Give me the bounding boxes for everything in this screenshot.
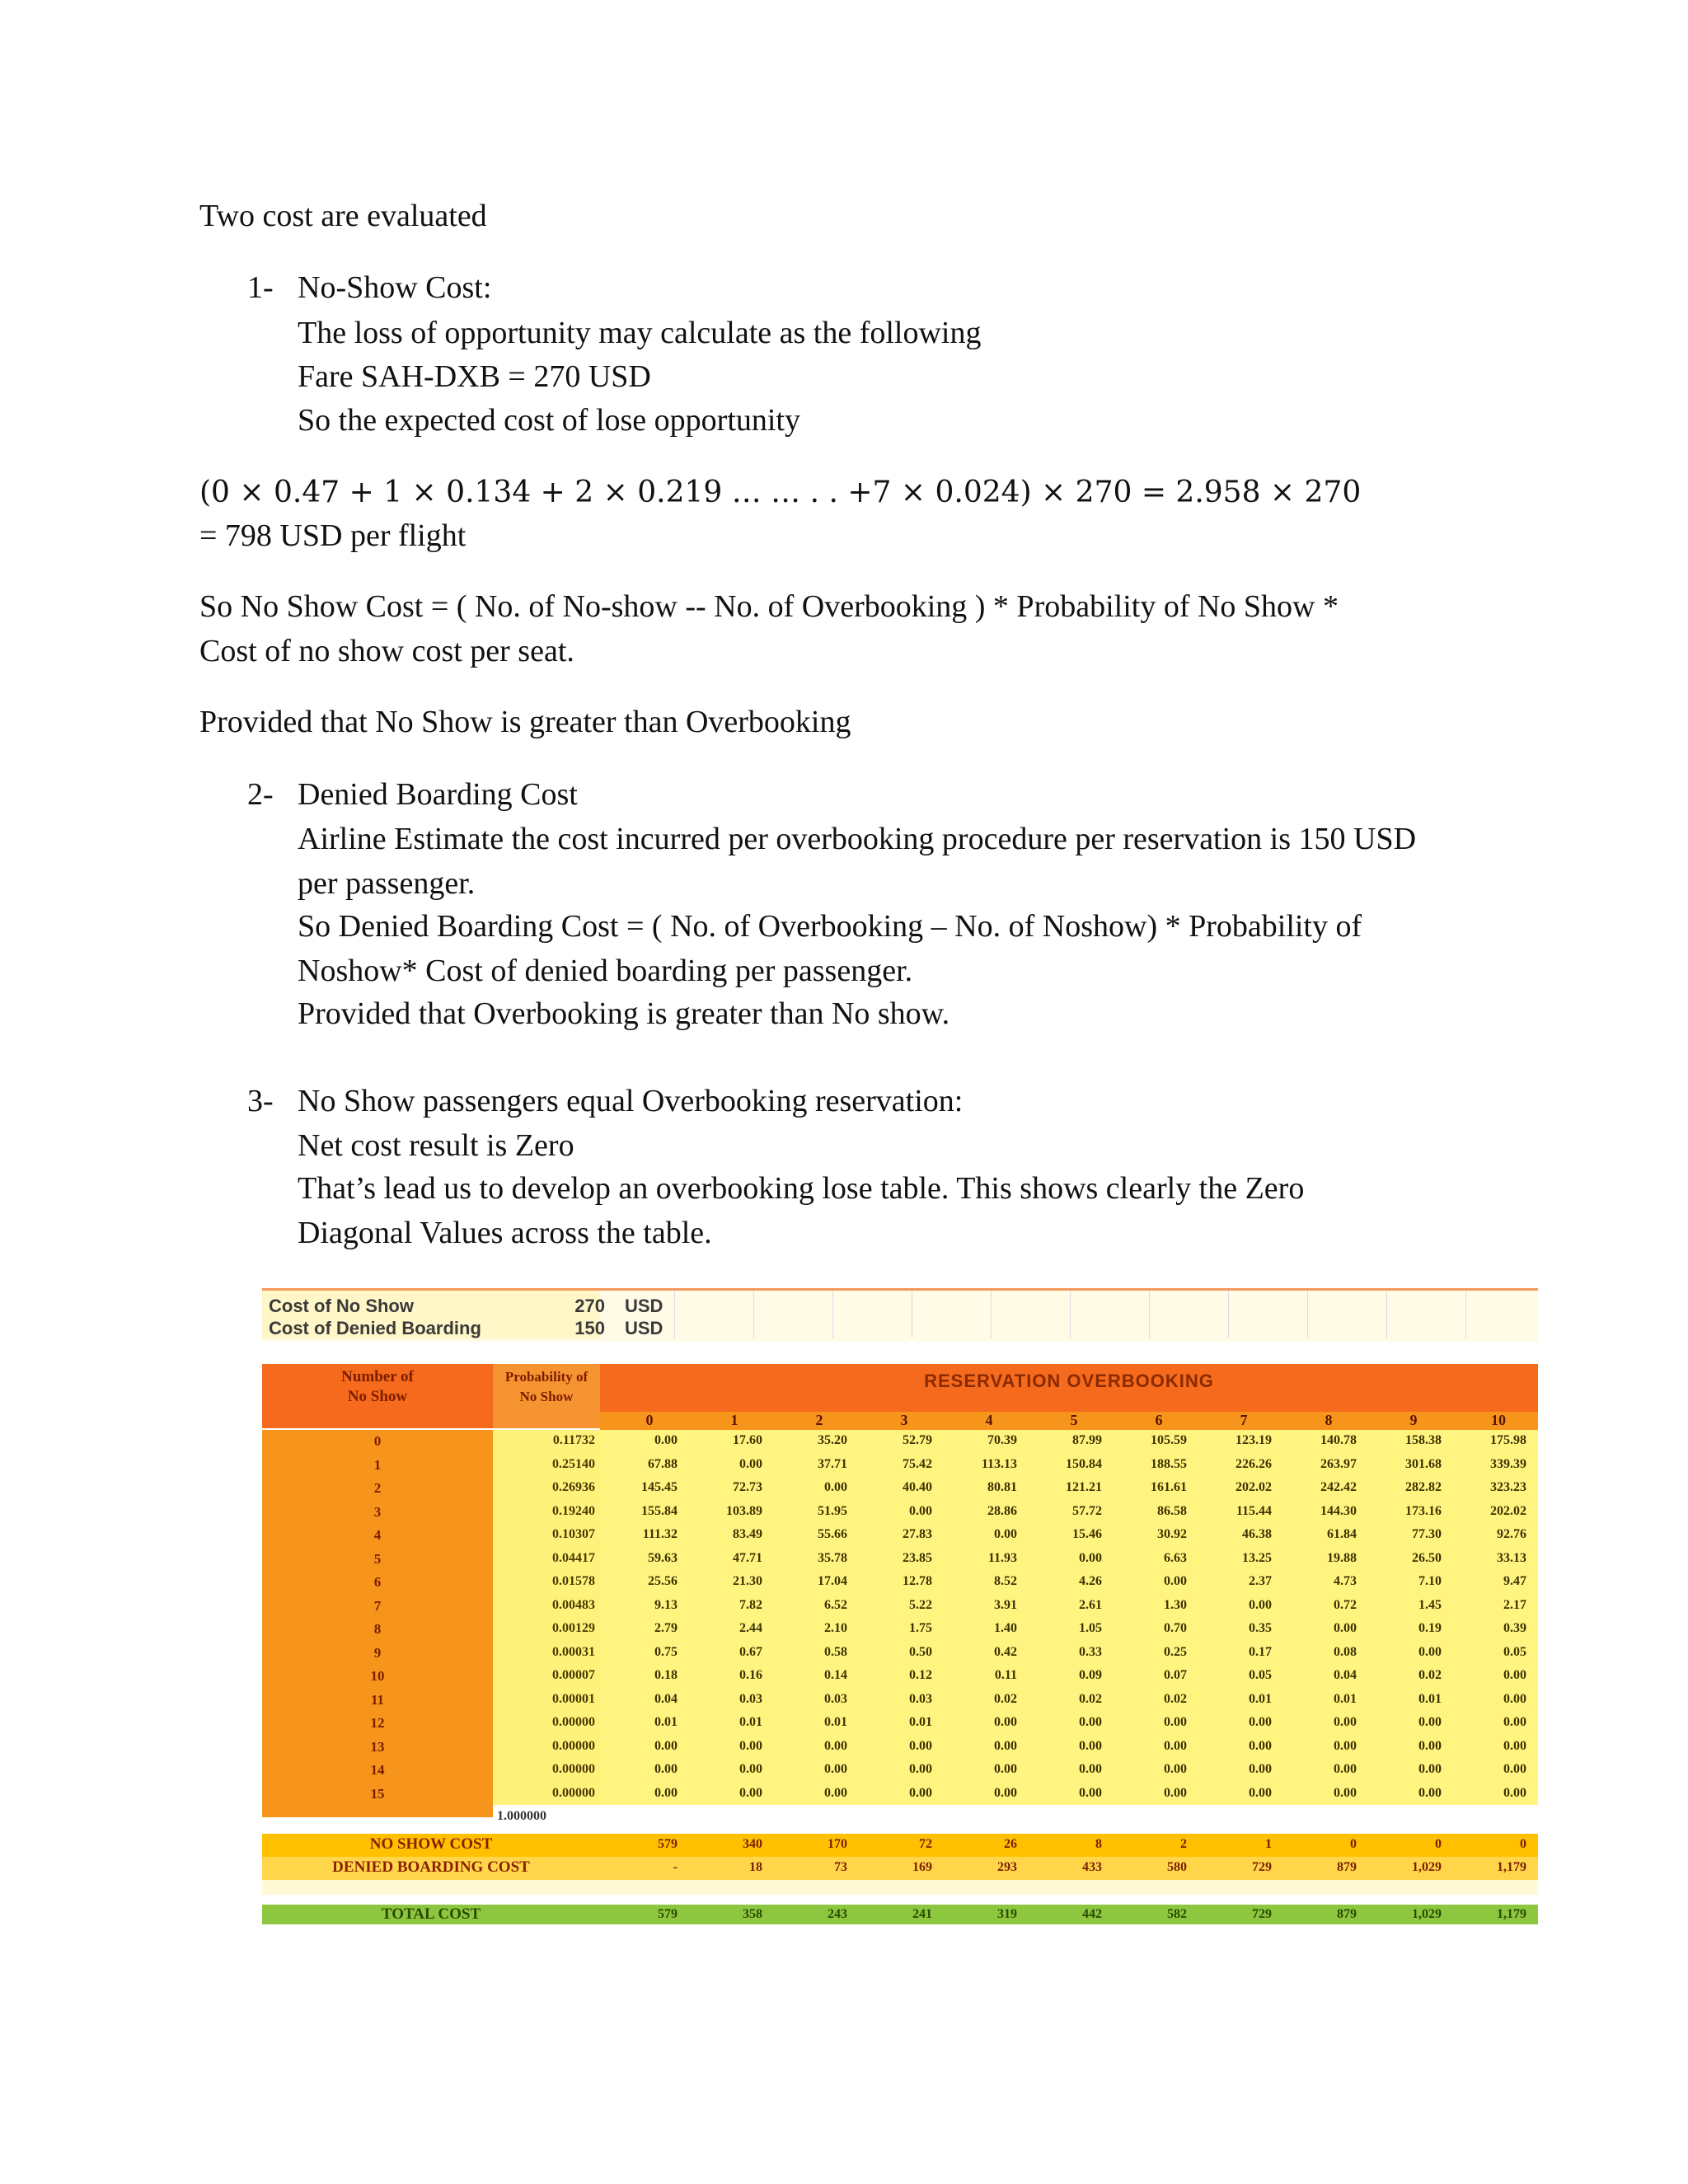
cost-cell: 161.61 [1151, 1480, 1187, 1494]
cost-cell: 0.75 [654, 1644, 678, 1659]
cost-cell: 0.05 [1249, 1668, 1272, 1682]
total-cost-value: 579 [658, 1907, 678, 1921]
no-show-row-header: 9 [373, 1644, 382, 1661]
cost-cell: 0.01 [654, 1715, 678, 1729]
cost-cell: 0.00 [1249, 1762, 1272, 1776]
cost-cell: 0.33 [1079, 1644, 1102, 1659]
probability-total: 1.000000 [497, 1809, 546, 1823]
cost-cell: 0.00 [824, 1738, 847, 1753]
cost-cell: 263.97 [1320, 1456, 1357, 1471]
total-cost-value: 442 [1082, 1907, 1102, 1921]
cost-cell: 67.88 [648, 1456, 678, 1471]
cost-cell: 0.03 [824, 1691, 847, 1706]
overbooking-col-header: 9 [1409, 1412, 1418, 1428]
no-show-cost-value: 0 [1435, 1837, 1442, 1851]
cost-cell: 40.40 [903, 1480, 932, 1494]
cost-cell: 4.26 [1079, 1574, 1102, 1588]
cost-cell: 0.00 [1503, 1738, 1526, 1753]
cost-cell: 144.30 [1320, 1503, 1357, 1518]
no-show-row-header: 1 [373, 1456, 382, 1473]
probability-cell: 0.00483 [552, 1597, 595, 1612]
cost-cell: 0.14 [824, 1668, 847, 1682]
cost-cell: 77.30 [1412, 1527, 1442, 1541]
cost-cell: 0.42 [994, 1644, 1017, 1659]
cost-cell: 30.92 [1157, 1527, 1187, 1541]
cost-cell: 28.86 [987, 1503, 1017, 1518]
cost-cell: 15.46 [1072, 1527, 1102, 1541]
cost-cell: 0.00 [1503, 1762, 1526, 1776]
cost-cell: 83.49 [733, 1527, 762, 1541]
cost-cell: 2.37 [1249, 1574, 1272, 1588]
cost-cell: 17.04 [818, 1574, 847, 1588]
denied-boarding-cost-value: - [673, 1860, 678, 1874]
cost-cell: 0.00 [739, 1456, 762, 1471]
cost-cell: 0.00 [1334, 1762, 1357, 1776]
cost-cell: 2.17 [1503, 1597, 1526, 1612]
denied-boarding-cost-value: 729 [1252, 1860, 1272, 1874]
cost-cell: 0.00 [994, 1715, 1017, 1729]
so-para-line1: So No Show Cost = ( No. of No-show -- No. of Overbooking ) * Probability of No Show * [199, 589, 1339, 624]
cost-cell: 6.52 [824, 1597, 847, 1612]
cost-cell: 0.00 [909, 1503, 932, 1518]
no-show-cost-value: 8 [1095, 1837, 1102, 1851]
cost-cell: 0.00 [994, 1738, 1017, 1753]
cost-cell: 1.05 [1079, 1621, 1102, 1635]
item3-title: No Show passengers equal Overbooking reservation: [298, 1084, 964, 1118]
probability-cell: 0.00000 [552, 1715, 595, 1729]
cost-cell: 0.00 [994, 1527, 1017, 1541]
cost-cell: 2.44 [739, 1621, 762, 1635]
cost-cell: 0.00 [1164, 1574, 1187, 1588]
item3-line2: That’s lead us to develop an overbooking lose table. This shows clearly the Zero [298, 1171, 1305, 1206]
cost-cell: 0.03 [739, 1691, 762, 1706]
cost-cell: 323.23 [1490, 1480, 1526, 1494]
denied-boarding-cost-value: 1,029 [1412, 1860, 1442, 1874]
probability-cell: 0.19240 [552, 1503, 595, 1518]
cost-cell: 0.58 [824, 1644, 847, 1659]
spacer-row [262, 1880, 1538, 1895]
no-show-row-header: 10 [370, 1668, 385, 1684]
cost-cell: 8.52 [994, 1574, 1017, 1588]
cost-cell: 242.42 [1320, 1480, 1357, 1494]
denied-boarding-cost-value: 879 [1337, 1860, 1357, 1874]
no-show-cost-label: NO SHOW COST [369, 1835, 493, 1853]
formula-line2: = 798 USD per flight [199, 518, 467, 553]
cost-cell: 13.25 [1242, 1550, 1272, 1565]
no-show-row-header: 14 [370, 1762, 385, 1778]
cost-denied-label: Cost of Denied Boarding [269, 1318, 481, 1338]
cost-cell: 0.00 [1249, 1785, 1272, 1800]
cost-cell: 7.82 [739, 1597, 762, 1612]
cost-cell: 2.61 [1079, 1597, 1102, 1612]
cost-cell: 0.00 [994, 1762, 1017, 1776]
cost-cell: 0.17 [1249, 1644, 1272, 1659]
cost-cell: 0.03 [909, 1691, 932, 1706]
no-show-row-header: 4 [373, 1527, 382, 1543]
cost-cell: 0.00 [1079, 1738, 1102, 1753]
cost-cell: 9.13 [654, 1597, 678, 1612]
cost-cell: 115.44 [1236, 1503, 1272, 1518]
cost-cell: 0.00 [1418, 1715, 1442, 1729]
cost-cell: 0.00 [1503, 1668, 1526, 1682]
cost-cell: 0.01 [824, 1715, 847, 1729]
cost-cell: 0.00 [1334, 1738, 1357, 1753]
overbooking-col-header: 4 [985, 1412, 993, 1428]
total-cost-value: 582 [1167, 1907, 1187, 1921]
cost-cell: 0.00 [824, 1785, 847, 1800]
cost-cell: 105.59 [1151, 1433, 1187, 1447]
cost-cell: 140.78 [1320, 1433, 1357, 1447]
cost-cell: 0.72 [1334, 1597, 1357, 1612]
cost-cell: 0.00 [909, 1738, 932, 1753]
cost-cell: 0.70 [1164, 1621, 1187, 1635]
cost-cell: 0.00 [1334, 1621, 1357, 1635]
cost-cell: 75.42 [903, 1456, 932, 1471]
cost-cell: 0.07 [1164, 1668, 1187, 1682]
cost-cell: 103.89 [726, 1503, 762, 1518]
cost-cell: 0.00 [1503, 1691, 1526, 1706]
cost-cell: 202.02 [1490, 1503, 1526, 1518]
cost-cell: 0.35 [1249, 1621, 1272, 1635]
cost-cell: 0.00 [1418, 1644, 1442, 1659]
cost-cell: 0.00 [1503, 1715, 1526, 1729]
denied-boarding-cost-label: DENIED BOARDING COST [332, 1858, 530, 1876]
no-show-row-header: 3 [373, 1503, 382, 1520]
denied-boarding-cost-value: 580 [1167, 1860, 1187, 1874]
cost-cell: 111.32 [642, 1527, 678, 1541]
no-show-cost-value: 1 [1265, 1837, 1272, 1851]
item1-line3: So the expected cost of lose opportunity [298, 403, 800, 438]
denied-boarding-cost-value: 293 [997, 1860, 1017, 1874]
cost-cell: 2.79 [654, 1621, 678, 1635]
item2-line3: So Denied Boarding Cost = ( No. of Overbooking – No. of Noshow) * Probability of [298, 909, 1362, 944]
cost-cell: 17.60 [733, 1433, 762, 1447]
item1-title: No-Show Cost: [298, 270, 492, 305]
overbooking-col-header: 3 [900, 1412, 908, 1428]
provided-no-show-text: Provided that No Show is greater than Overbooking [199, 705, 851, 739]
cost-cell: 47.71 [733, 1550, 762, 1565]
probability-cell: 0.00000 [552, 1785, 595, 1800]
reservation-overbooking-header: RESERVATION OVERBOOKING [924, 1371, 1214, 1391]
no-show-row-header: 6 [373, 1574, 382, 1590]
no-show-header: Number of No Show [341, 1368, 414, 1405]
probability-cell: 0.25140 [552, 1456, 595, 1471]
overbooking-col-header: 8 [1325, 1412, 1333, 1428]
cost-cell: 0.00 [1249, 1715, 1272, 1729]
item1-line1: The loss of opportunity may calculate as the following [298, 316, 982, 350]
total-cost-value: 243 [828, 1907, 847, 1921]
cost-cell: 0.00 [1418, 1785, 1442, 1800]
total-cost-value: 879 [1337, 1907, 1357, 1921]
cost-cell: 0.00 [1079, 1715, 1102, 1729]
item2-line2: per passenger. [298, 866, 476, 901]
cost-cell: 0.00 [824, 1480, 847, 1494]
cost-cell: 0.00 [1503, 1785, 1526, 1800]
cost-cell: 0.00 [1418, 1738, 1442, 1753]
cost-cell: 0.00 [654, 1762, 678, 1776]
total-cost-value: 1,179 [1497, 1907, 1526, 1921]
cost-cell: 188.55 [1151, 1456, 1187, 1471]
intro-text: Two cost are evaluated [199, 199, 487, 233]
probability-cell: 0.00007 [552, 1668, 595, 1682]
cost-cell: 0.00 [994, 1785, 1017, 1800]
cost-cell: 155.84 [641, 1503, 678, 1518]
cost-cell: 121.21 [1066, 1480, 1102, 1494]
total-cost-value: 241 [912, 1907, 932, 1921]
formula-line1: (0 × 0.47 + 1 × 0.134 + 2 × 0.219 … … . . +7 × 0.024) × 270 = 2.958 × 270 [199, 476, 1362, 509]
cost-cell: 35.78 [818, 1550, 847, 1565]
cost-cell: 0.00 [824, 1762, 847, 1776]
cost-cell: 113.13 [981, 1456, 1017, 1471]
cost-cell: 80.81 [987, 1480, 1017, 1494]
cost-no-show-unit: USD [625, 1296, 663, 1316]
denied-boarding-cost-value: 1,179 [1497, 1860, 1526, 1874]
cost-cell: 55.66 [818, 1527, 847, 1541]
cost-cell: 0.04 [1334, 1668, 1357, 1682]
item1-line2: Fare SAH-DXB = 270 USD [298, 359, 651, 394]
cost-cell: 92.76 [1497, 1527, 1526, 1541]
overbooking-col-header: 6 [1155, 1412, 1163, 1428]
cost-cell: 1.45 [1418, 1597, 1442, 1612]
no-show-row-header: 5 [373, 1550, 382, 1567]
cost-cell: 0.00 [1164, 1715, 1187, 1729]
empty-grid-cells [674, 1291, 1538, 1338]
cost-cell: 0.00 [1079, 1550, 1102, 1565]
cost-cell: 0.01 [909, 1715, 932, 1729]
item2-line1: Airline Estimate the cost incurred per overbooking procedure per reservation is 150 USD [298, 822, 1417, 856]
no-show-cost-value: 0 [1350, 1837, 1357, 1851]
cost-cell: 0.00 [909, 1762, 932, 1776]
cost-cell: 25.56 [648, 1574, 678, 1588]
no-show-row-header: 2 [373, 1480, 382, 1496]
probability-cell: 0.00129 [552, 1621, 595, 1635]
cost-cell: 301.68 [1405, 1456, 1442, 1471]
overbooking-loss-table [262, 1288, 1538, 1931]
cost-cell: 0.09 [1079, 1668, 1102, 1682]
cost-cell: 87.99 [1072, 1433, 1102, 1447]
item3-line3: Diagonal Values across the table. [298, 1216, 712, 1250]
probability-cell: 0.11732 [552, 1433, 595, 1447]
cost-cell: 0.00 [739, 1738, 762, 1753]
probability-header: Probability of No Show [504, 1369, 588, 1404]
no-show-row-header: 0 [373, 1433, 382, 1449]
no-show-row-header: 11 [370, 1691, 385, 1708]
no-show-row-header: 13 [370, 1738, 385, 1755]
cost-cell: 0.00 [1164, 1738, 1187, 1753]
cost-cell: 26.50 [1412, 1550, 1442, 1565]
cost-cell: 37.71 [818, 1456, 847, 1471]
cost-cell: 0.02 [1079, 1691, 1102, 1706]
cost-cell: 59.63 [648, 1550, 678, 1565]
cost-cell: 21.30 [733, 1574, 762, 1588]
cost-cell: 0.01 [1334, 1691, 1357, 1706]
item2-line4: Noshow* Cost of denied boarding per passenger. [298, 954, 913, 988]
cost-cell: 0.00 [1164, 1785, 1187, 1800]
cost-cell: 0.01 [739, 1715, 762, 1729]
cost-cell: 1.75 [909, 1621, 932, 1635]
cost-cell: 150.84 [1066, 1456, 1102, 1471]
item3-number: 3- [247, 1084, 274, 1118]
total-cost-value: 729 [1252, 1907, 1272, 1921]
total-cost-label: TOTAL COST [381, 1905, 481, 1923]
cost-cell: 0.00 [654, 1433, 678, 1447]
cost-cell: 86.58 [1157, 1503, 1187, 1518]
probability-cell: 0.00000 [552, 1762, 595, 1776]
cost-cell: 0.00 [1334, 1715, 1357, 1729]
total-cost-value: 319 [997, 1907, 1017, 1921]
cost-cell: 0.00 [654, 1738, 678, 1753]
cost-cell: 0.00 [1079, 1785, 1102, 1800]
cost-cell: 0.16 [739, 1668, 762, 1682]
cost-cell: 23.85 [903, 1550, 932, 1565]
item2-line5: Provided that Overbooking is greater than No show. [298, 996, 950, 1031]
cost-cell: 0.00 [909, 1785, 932, 1800]
cost-cell: 0.00 [1079, 1762, 1102, 1776]
cost-cell: 0.02 [1164, 1691, 1187, 1706]
overbooking-col-header: 7 [1240, 1412, 1248, 1428]
cost-cell: 0.01 [1418, 1691, 1442, 1706]
cost-no-show-label: Cost of No Show [269, 1296, 414, 1316]
cost-cell: 0.00 [739, 1785, 762, 1800]
cost-cell: 5.22 [909, 1597, 932, 1612]
total-cost-value: 1,029 [1412, 1907, 1442, 1921]
overbooking-col-header: 2 [815, 1412, 823, 1428]
item2-title: Denied Boarding Cost [298, 777, 578, 812]
cost-cell: 11.93 [987, 1550, 1017, 1565]
cost-cell: 4.73 [1334, 1574, 1357, 1588]
denied-boarding-cost-value: 433 [1082, 1860, 1102, 1874]
cost-cell: 123.19 [1236, 1433, 1272, 1447]
no-show-cost-value: 579 [658, 1837, 678, 1851]
probability-cell: 0.00001 [552, 1691, 595, 1706]
cost-cell: 175.98 [1490, 1433, 1526, 1447]
item3-line1: Net cost result is Zero [298, 1128, 574, 1163]
cost-cell: 158.38 [1405, 1433, 1442, 1447]
no-show-row-header: 8 [373, 1621, 382, 1637]
cost-cell: 0.67 [739, 1644, 762, 1659]
cost-cell: 0.02 [1418, 1668, 1442, 1682]
no-show-row-header: 7 [373, 1597, 382, 1614]
no-show-cost-value: 340 [743, 1837, 762, 1851]
cost-cell: 0.39 [1503, 1621, 1526, 1635]
cost-cell: 0.04 [654, 1691, 678, 1706]
probability-cell: 0.00031 [552, 1644, 595, 1659]
cost-cell: 70.39 [987, 1433, 1017, 1447]
probability-cell: 0.10307 [552, 1527, 595, 1541]
cost-cell: 0.25 [1164, 1644, 1187, 1659]
cost-cell: 57.72 [1072, 1503, 1102, 1518]
no-show-cost-value: 0 [1520, 1837, 1526, 1851]
cost-cell: 2.10 [824, 1621, 847, 1635]
cost-cell: 339.39 [1490, 1456, 1526, 1471]
cost-cell: 12.78 [903, 1574, 932, 1588]
overbooking-col-header: 0 [645, 1412, 654, 1428]
total-cost-value: 358 [743, 1907, 762, 1921]
cost-cell: 61.84 [1327, 1527, 1357, 1541]
cost-cell: 33.13 [1497, 1550, 1526, 1565]
cost-cell: 0.00 [1418, 1762, 1442, 1776]
cost-cell: 0.19 [1418, 1621, 1442, 1635]
denied-boarding-cost-value: 73 [834, 1860, 847, 1874]
cost-cell: 0.00 [654, 1785, 678, 1800]
cost-cell: 0.01 [1249, 1691, 1272, 1706]
cost-cell: 52.79 [903, 1433, 932, 1447]
no-show-cost-value: 26 [1004, 1837, 1017, 1851]
cost-cell: 19.88 [1327, 1550, 1357, 1565]
cost-cell: 0.12 [909, 1668, 932, 1682]
cost-cell: 9.47 [1503, 1574, 1526, 1588]
cost-cell: 145.45 [641, 1480, 678, 1494]
cost-cell: 0.05 [1503, 1644, 1526, 1659]
item2-number: 2- [247, 777, 274, 812]
no-show-row-header: 15 [370, 1785, 385, 1802]
no-show-cost-value: 72 [919, 1837, 932, 1851]
cost-cell: 0.18 [654, 1668, 678, 1682]
cost-cell: 35.20 [818, 1433, 847, 1447]
cost-cell: 1.30 [1164, 1597, 1187, 1612]
cost-cell: 0.02 [994, 1691, 1017, 1706]
cost-denied-unit: USD [625, 1318, 663, 1338]
no-show-cost-value: 170 [828, 1837, 847, 1851]
probability-cell: 0.26936 [552, 1480, 595, 1494]
cost-cell: 282.82 [1405, 1480, 1442, 1494]
no-show-row-header: 12 [370, 1715, 385, 1731]
cost-cell: 0.00 [1249, 1738, 1272, 1753]
overbooking-col-header: 1 [730, 1412, 738, 1428]
denied-boarding-cost-value: 18 [749, 1860, 762, 1874]
cost-cell: 0.00 [739, 1762, 762, 1776]
cost-cell: 0.00 [1334, 1785, 1357, 1800]
cost-cell: 7.10 [1418, 1574, 1442, 1588]
cost-cell: 6.63 [1164, 1550, 1187, 1565]
cost-cell: 27.83 [903, 1527, 932, 1541]
cost-cell: 226.26 [1236, 1456, 1272, 1471]
no-show-cost-value: 2 [1180, 1837, 1187, 1851]
cost-denied-value: 150 [574, 1318, 605, 1338]
cost-cell: 0.00 [1249, 1597, 1272, 1612]
cost-cell: 51.95 [818, 1503, 847, 1518]
probability-cell: 0.04417 [552, 1550, 595, 1565]
cost-cell: 0.11 [994, 1668, 1017, 1682]
cost-cell: 173.16 [1405, 1503, 1442, 1518]
overbooking-col-header: 10 [1491, 1412, 1506, 1428]
cost-cell: 1.40 [994, 1621, 1017, 1635]
cost-cell: 0.08 [1334, 1644, 1357, 1659]
cost-cell: 46.38 [1242, 1527, 1272, 1541]
overbooking-col-header: 5 [1070, 1412, 1078, 1428]
cost-cell: 0.00 [1164, 1762, 1187, 1776]
cost-cell: 3.91 [994, 1597, 1017, 1612]
probability-cell: 0.01578 [552, 1574, 595, 1588]
cost-cell: 72.73 [733, 1480, 762, 1494]
probability-cell: 0.00000 [552, 1738, 595, 1753]
item1-number: 1- [247, 270, 274, 305]
so-para-line2: Cost of no show cost per seat. [199, 634, 574, 668]
cost-cell: 202.02 [1236, 1480, 1272, 1494]
cost-no-show-value: 270 [574, 1296, 605, 1316]
cost-cell: 0.50 [909, 1644, 932, 1659]
denied-boarding-cost-value: 169 [912, 1860, 932, 1874]
